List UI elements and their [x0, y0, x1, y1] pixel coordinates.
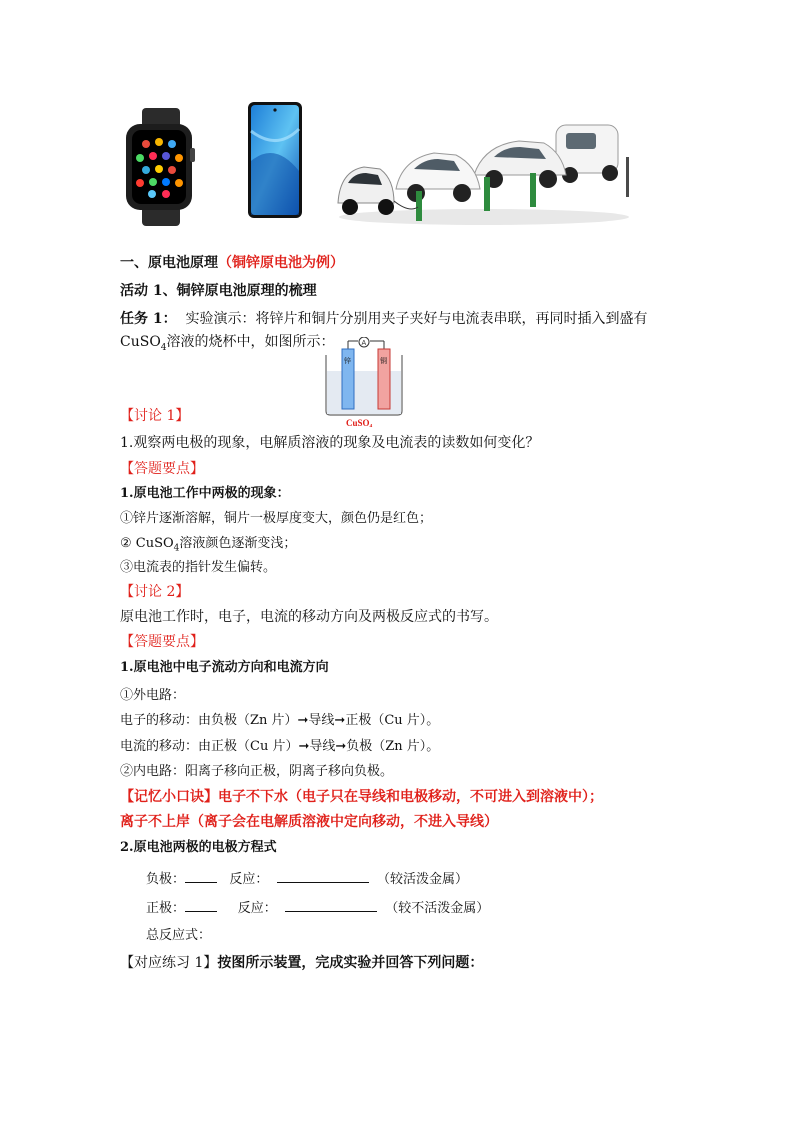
negative-label: 负极：	[146, 872, 186, 887]
mnemonic-line-2: 离子不上岸（离子会在电解质溶液中定向移动，不进入导线）	[120, 814, 498, 830]
practice-line	[120, 953, 483, 973]
task-text-line1: 实验演示：将锌片和铜片分别用夹子夹好与电流表串联，再同时插入到盛有	[185, 311, 648, 327]
negative-electrode-row	[146, 868, 468, 890]
discussion-1-tag: 【讨论 1】	[120, 408, 190, 424]
practice-text: 按图所示装置，完成实验并回答下列问题：	[217, 955, 484, 971]
negative-note: （较活泼金属）	[376, 872, 468, 887]
task-formula-sub: 4	[160, 342, 167, 353]
answer-tag-2: 【答题要点】	[120, 634, 204, 650]
discussion-2-tag: 【讨论 2】	[120, 584, 190, 600]
zinc-label: 锌	[344, 357, 351, 365]
galvanic-cell-diagram	[322, 337, 406, 427]
copper-label: 铜	[380, 357, 387, 365]
task-formula: CuSO	[120, 334, 161, 350]
section-title-paren: （铜锌原电池为例）	[218, 255, 344, 271]
negative-blank[interactable]	[185, 868, 217, 883]
task-line-1	[120, 309, 648, 329]
smartwatch-image	[124, 108, 196, 226]
task-label: 任务 1：	[120, 311, 177, 327]
section-title	[120, 253, 344, 273]
equations-heading: 2.原电池两极的电极方程式	[120, 840, 277, 855]
total-reaction-label: 总反应式：	[146, 928, 212, 943]
answer-1-item-2-sub: 4	[173, 543, 180, 554]
negative-reaction-label: 反应：	[229, 872, 269, 887]
activity-title: 活动 1、铜锌原电池原理的梳理	[120, 283, 317, 299]
answer-2-current: 电流的移动：由正极（Cu 片）➞导线➞负极（Zn 片）。	[120, 739, 440, 754]
positive-label: 正极：	[146, 901, 186, 916]
section-title-main: 一、原电池原理	[120, 255, 218, 271]
smartphone-image	[247, 101, 303, 219]
answer-1-item-2-formula: ② CuSO	[120, 536, 174, 551]
practice-tag: 【对应练习 1】	[120, 955, 218, 971]
answer-1-item-2	[120, 534, 296, 559]
positive-electrode-row	[146, 897, 489, 919]
positive-reaction-blank[interactable]	[285, 897, 377, 912]
mnemonic-line-1: 【记忆小口诀】电子不下水（电子只在导线和电极移动，不可进入到溶液中）；	[120, 789, 603, 805]
positive-note: （较不活泼金属）	[385, 901, 490, 916]
task-text-line2: 溶液的烧杯中，如图所示：	[166, 334, 335, 350]
discussion-2-question: 原电池工作时，电子，电流的移动方向及两极反应式的书写。	[120, 609, 498, 625]
beaker-caption: CuSO₄	[346, 418, 373, 427]
discussion-1-question: 1.观察两电极的现象，电解质溶液的现象及电流表的读数如何变化？	[120, 435, 540, 451]
electric-cars-image	[334, 117, 630, 225]
answer-2-inner: ②内电路：阳离子移向正极，阴离子移向负极。	[120, 764, 394, 779]
answer-1-item-3: ③电流表的指针发生偏转。	[120, 560, 277, 575]
answer-2-outer: ①外电路：	[120, 688, 186, 703]
positive-reaction-label: 反应：	[237, 901, 277, 916]
positive-blank[interactable]	[185, 897, 217, 912]
answer-2-electron: 电子的移动：由负极（Zn 片）➞导线➞正极（Cu 片）。	[120, 713, 440, 728]
answer-2-heading: 1.原电池中电子流动方向和电流方向	[120, 660, 329, 675]
meter-label: A	[361, 340, 367, 347]
negative-reaction-blank[interactable]	[277, 868, 369, 883]
answer-1-item-2-text: 溶液颜色逐渐变浅；	[179, 536, 297, 551]
answer-1-item-1: ①锌片逐渐溶解，铜片一极厚度变大，颜色仍是红色；	[120, 511, 433, 526]
answer-tag-1: 【答题要点】	[120, 461, 204, 477]
task-line-2	[120, 332, 335, 358]
answer-1-heading: 1.原电池工作中两极的现象：	[120, 486, 290, 501]
